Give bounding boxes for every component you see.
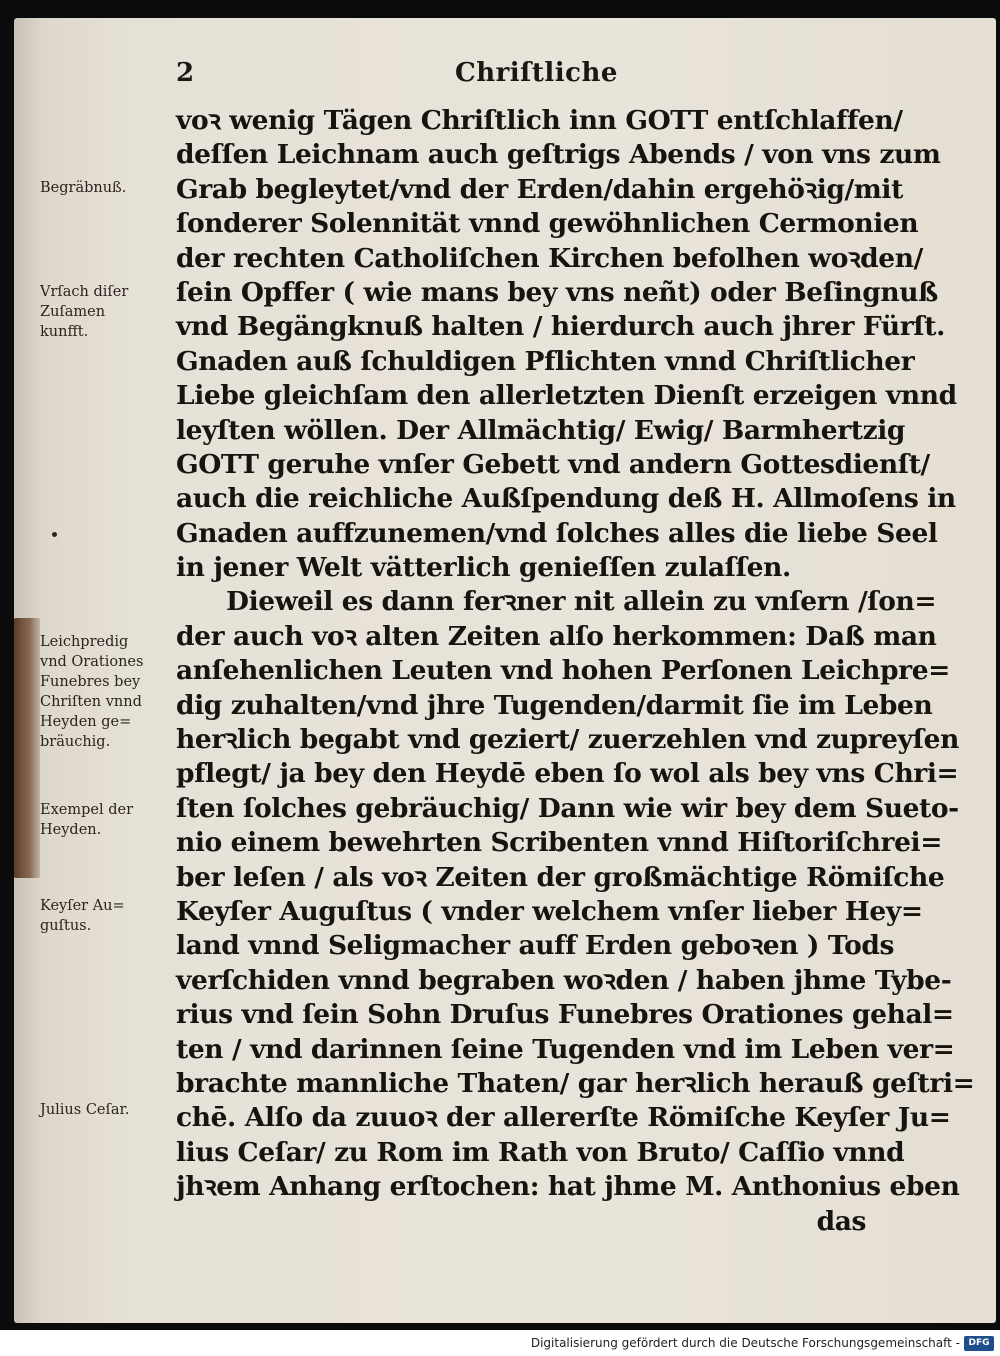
text-line: ber leſen / als voꝛ Zeiten der großmächtige Römiſche xyxy=(176,861,945,893)
margin-note-line: Keyſer Au= xyxy=(40,898,125,914)
margin-note-line: Chriſten vnnd xyxy=(40,694,142,710)
text-line: anſehenlichen Leuten vnd hohen Perſonen Leichpre= xyxy=(176,655,950,687)
text-line: Grab begleytet/vnd der Erden/dahin ergehöꝛig/mit xyxy=(176,173,903,205)
text-line: Liebe gleichſam den allerletzten Dienſt erzeigen vnnd xyxy=(176,380,957,412)
margin-note-line: Funebres bey xyxy=(40,674,141,690)
margin-note-line: Leichpredig xyxy=(40,634,129,650)
margin-note-ursach xyxy=(40,282,176,342)
margin-note-leichpredig xyxy=(40,632,176,752)
margin-note-line: Vrſach diſer xyxy=(40,284,129,300)
text-line: Gnaden auffzunemen/vnd ſolches alles die liebe Seel xyxy=(176,517,938,549)
margin-note-line: bräuchig. xyxy=(40,734,111,750)
footer-bar xyxy=(0,1333,1000,1356)
text-line: land vnnd Seligmacher auff Erden geboꝛen ) Tods xyxy=(176,930,895,962)
margin-note-line: Julius Ceſar. xyxy=(40,1102,130,1118)
margin-note-begraebnus xyxy=(40,178,176,198)
text-line: der auch voꝛ alten Zeiten alſo herkommen: Daß man xyxy=(176,620,937,652)
margin-note-exempel xyxy=(40,800,176,840)
page-number: 2 xyxy=(176,58,195,88)
margin-note-line: kunfft. xyxy=(40,324,89,340)
margin-note-line: vnd Orationes xyxy=(40,654,144,670)
ink-dot xyxy=(52,532,57,537)
text-line: herꝛlich begabt vnd geziert/ zuerzehlen vnd zupreyſen xyxy=(176,724,959,756)
text-line: brachte mannliche Thaten/ gar herꝛlich herauß geſtri= xyxy=(176,1067,975,1099)
text-line: vnd Begängknuß halten / hierdurch auch jhrer Fürſt. xyxy=(176,311,945,343)
body-text xyxy=(176,104,975,1239)
text-line: rius vnd ſein Sohn Druſus Funebres Orationes gehal= xyxy=(176,999,954,1031)
text-line: in jener Welt vätterlich genieſſen zulaſſen. xyxy=(176,552,791,584)
text-line: GOTT geruhe vnſer Gebett vnd andern Gottesdienſt/ xyxy=(176,448,930,480)
text-line: chē. Alſo da zuuoꝛ der allererſte Römiſche Keyſer Ju= xyxy=(176,1102,951,1134)
margin-note-line: Exempel der xyxy=(40,802,133,818)
margin-note-line: Heyden ge= xyxy=(40,714,132,730)
text-line: deſſen Leichnam auch geſtrigs Abends / von vns zum xyxy=(176,139,941,171)
margin-note-line: guſtus. xyxy=(40,918,92,934)
text-line: nio einem bewehrten Scribenten vnnd Hiſtoriſchrei= xyxy=(176,827,943,859)
text-line: ſein Opffer ( wie mans bey vns neñt) oder Beſingnuß xyxy=(176,276,938,308)
text-line: auch die reichliche Außſpendung deß H. Allmoſens in xyxy=(176,483,956,515)
text-line: leyſten wöllen. Der Allmächtig/ Ewig/ Barmhertzig xyxy=(176,414,906,446)
text-line: lius Ceſar/ zu Rom im Rath von Bruto/ Caſſio vnnd xyxy=(176,1136,905,1168)
text-line: ſonderer Solennität vnnd gewöhnlichen Cermonien xyxy=(176,208,919,240)
text-line: verſchiden vnnd begraben woꝛden / haben jhme Tybe- xyxy=(176,964,952,996)
catchword: das xyxy=(816,1205,866,1237)
text-line: voꝛ wenig Tägen Chriſtlich inn GOTT entſchlaffen/ xyxy=(176,105,903,136)
text-line: dig zuhalten/vnd jhre Tugenden/darmit ſie im Leben xyxy=(176,689,933,721)
text-line: pflegt/ ja bey den Heydē eben ſo wol als bey vns Chri= xyxy=(176,758,959,790)
dfg-logo: DFG xyxy=(964,1336,994,1351)
text-line: Gnaden auß ſchuldigen Pflichten vnnd Chriſtlicher xyxy=(176,345,915,377)
funding-credit: Digitalisierung gefördert durch die Deutsche Forschungsgemeinschaft - xyxy=(530,1336,960,1350)
text-line: der rechten Catholiſchen Kirchen befolhen woꝛden/ xyxy=(176,242,923,274)
binding-edge xyxy=(14,618,40,878)
margin-note-julius-cesar xyxy=(40,1100,176,1120)
text-line: jhꝛem Anhang erſtochen: hat jhme M. Anthonius eben xyxy=(176,1171,960,1203)
text-line: Keyſer Auguſtus ( vnder welchem vnſer lieber Hey= xyxy=(176,895,923,927)
text-line: ſten ſolches gebräuchig/ Dann wie wir bey dem Sueto- xyxy=(176,792,959,824)
margin-note-augustus xyxy=(40,896,176,936)
margin-note-line: Heyden. xyxy=(40,822,102,838)
text-line: ten / vnd darinnen ſeine Tugenden vnd im Leben ver= xyxy=(176,1033,955,1065)
margin-note-line: Begräbnuß. xyxy=(40,180,127,196)
text-line: Dieweil es dann ferꝛner nit allein zu vnſern /ſon= xyxy=(226,586,937,618)
margin-note-line: Zuſamen xyxy=(40,304,106,320)
running-head: Chriſtliche xyxy=(455,58,618,88)
